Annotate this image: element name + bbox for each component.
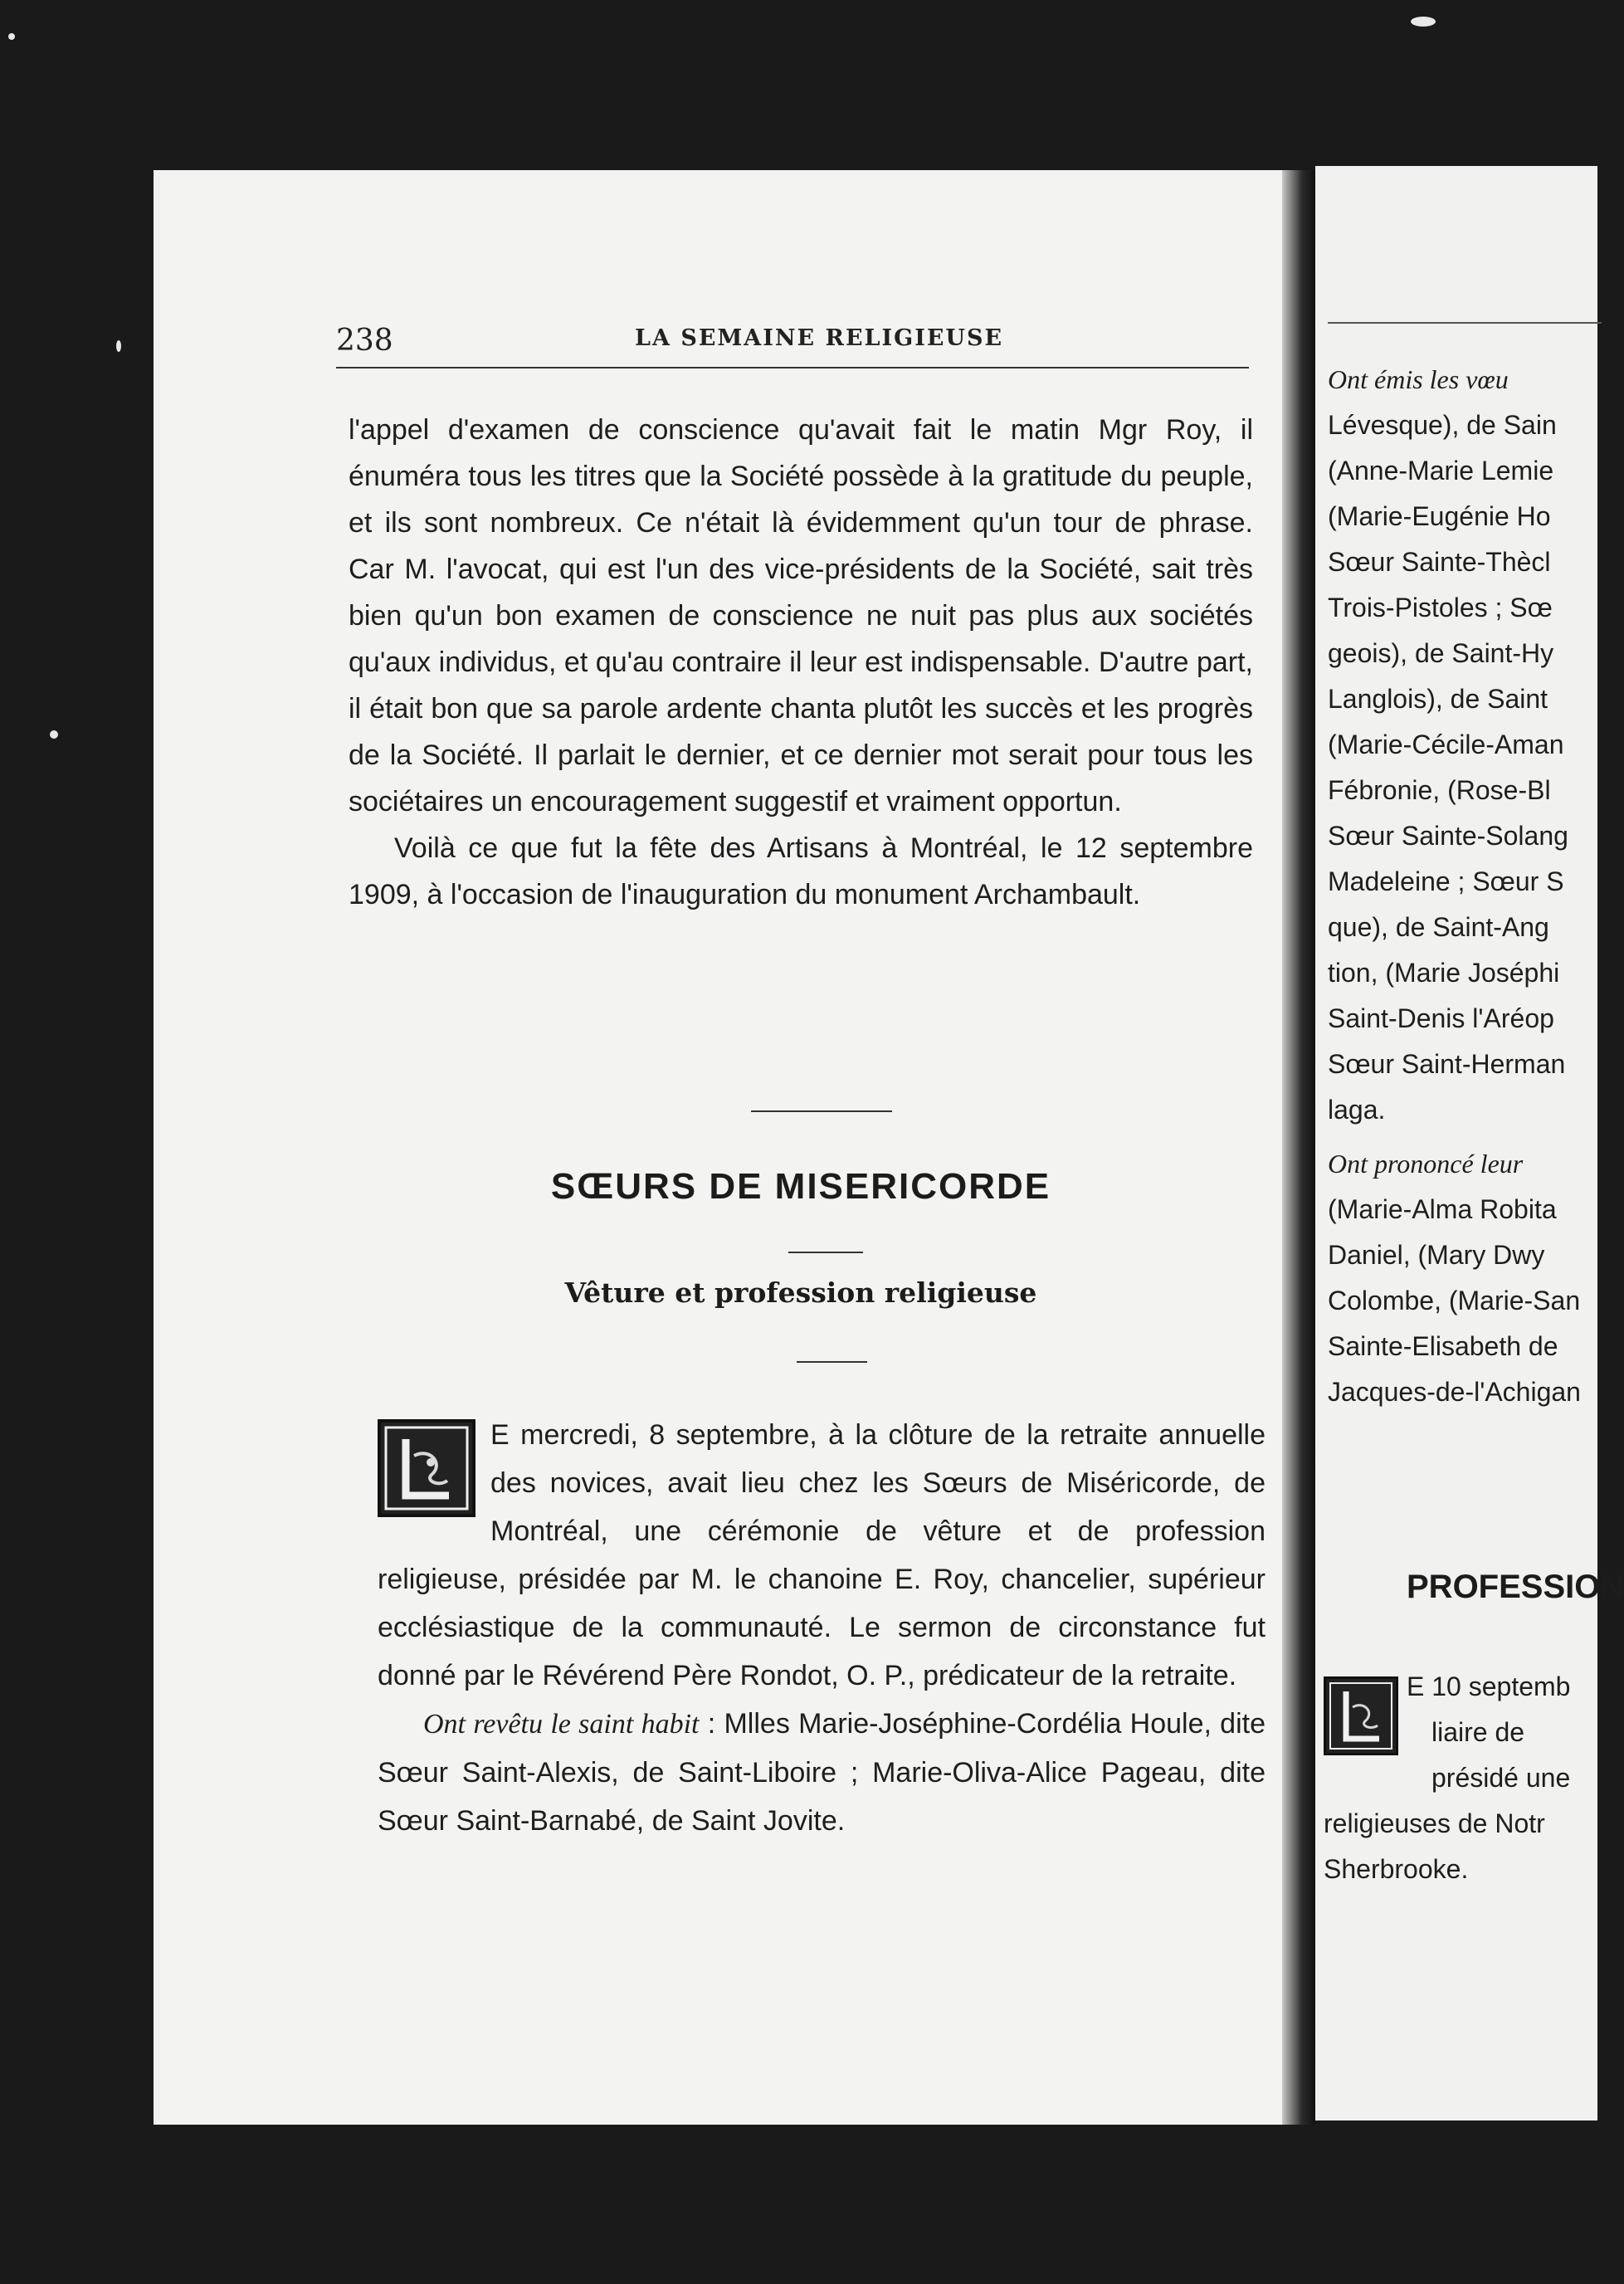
page-number: 238 — [336, 324, 393, 358]
text-line: Ont émis les vœu — [1328, 364, 1509, 394]
text-line: que), de Saint-Ang — [1328, 912, 1549, 942]
text-line: Trois-Pistoles ; Sœ — [1328, 593, 1553, 622]
text-line: Madeleine ; Sœur S — [1328, 866, 1564, 896]
article-body — [378, 1411, 1266, 1845]
right-column-text — [1328, 357, 1593, 1415]
film-speck — [50, 730, 58, 739]
text-line: (Anne-Marie Lemie — [1328, 456, 1554, 486]
text-line: Saint-Denis l'Aréop — [1328, 1003, 1554, 1033]
text-line: Jacques-de-l'Achigan — [1328, 1377, 1581, 1407]
running-title: LA SEMAINE RELIGIEUSE — [635, 325, 1004, 351]
text-line: laga. — [1328, 1095, 1386, 1125]
text-line: Fébronie, (Rose-Bl — [1328, 775, 1551, 805]
text-line: Sœur Saint-Herman — [1328, 1049, 1566, 1079]
paragraph: Voilà ce que fut la fête des Artisans à Montréal, le 12 septembre 1909, à l'occasion de l'inauguration du monument Archambault. — [349, 832, 1253, 910]
article-text: : Mlles Marie-Joséphine-Cordélia Houle, dite Sœur Saint-Alexis, de Saint-Liboire ; Marie-Oliva-Alice Pageau, dite Sœur Saint-Barnabé, de Saint Jovite. — [378, 1708, 1266, 1837]
film-speck — [8, 33, 15, 40]
article-paragraph — [378, 1411, 1266, 1700]
text-line: Langlois), de Saint — [1328, 684, 1548, 714]
text-line: E 10 septemb — [1407, 1672, 1571, 1701]
article-text: E mercredi, 8 septembre, à la clôture de la retraite annuelle des novices, avait lieu chez les Sœurs de Miséricorde, de Montréal, une cérémonie de vêture et de profession religieuse, présidée par M. le chanoine E. Roy, chancelier, supérieur ecclésiastique de la communauté. Le sermon de circonstance fut donné par le Révérend Père Rondot, O. P., prédicateur de la retraite. — [378, 1419, 1266, 1691]
continued-text — [349, 407, 1253, 918]
text-line: Lévesque), de Sain — [1328, 410, 1557, 440]
text-line: Sœur Sainte-Thècl — [1328, 547, 1551, 577]
text-line: Colombe, (Marie-San — [1328, 1286, 1581, 1315]
book-gutter — [1282, 170, 1315, 2125]
right-article-text — [1324, 1664, 1597, 1892]
subtitle-rule — [797, 1361, 867, 1363]
text-line: tion, (Marie Joséphi — [1328, 958, 1560, 988]
text-line: Sherbrooke. — [1324, 1854, 1469, 1884]
text-line: liaire de — [1431, 1717, 1525, 1747]
section-subtitle: Vêture et profession religieuse — [564, 1276, 1037, 1309]
film-speck — [116, 340, 121, 352]
text-line: présidé une — [1431, 1763, 1571, 1793]
text-line: Sœur Sainte-Solang — [1328, 821, 1568, 851]
text-line: geois), de Saint-Hy — [1328, 638, 1554, 668]
section-title: SŒURS DE MISERICORDE — [550, 1166, 1051, 1207]
article-paragraph — [378, 1700, 1266, 1845]
head-rule — [336, 367, 1249, 368]
italic-lead: Ont revêtu le saint habit — [423, 1709, 700, 1740]
text-line: Daniel, (Mary Dwy — [1328, 1240, 1545, 1270]
film-speck — [1411, 17, 1436, 27]
paragraph: l'appel d'examen de conscience qu'avait fait le matin Mgr Roy, il énuméra tous les titres que la Société possède à la gratitude du peuple, et ils sont nombreux. Ce n'était là évidemment qu'un tour de phrase. Car M. l'avocat, qui est l'un des vice-présidents de la Société, sait très bien qu'un bon examen de conscience ne nuit pas plus aux sociétés qu'aux individus, et qu'au contraire il leur est indispensable. D'autre part, il était bon que sa parole ardente chanta plutôt les succès et les progrès de la Société. Il parlait le dernier, et ce dernier mot serait pour tous les sociétaires un encouragement suggestif et vraiment opportun. — [349, 414, 1253, 817]
right-section-title: PROFESSION — [1407, 1569, 1624, 1605]
dropcap-ornament — [378, 1419, 475, 1517]
text-line: Sainte-Elisabeth de — [1328, 1331, 1558, 1361]
title-rule — [788, 1252, 863, 1253]
text-line: (Marie-Cécile-Aman — [1328, 730, 1564, 759]
text-line: (Marie-Alma Robita — [1328, 1194, 1557, 1224]
running-head — [336, 324, 1249, 373]
section-divider — [751, 1110, 892, 1112]
text-line: (Marie-Eugénie Ho — [1328, 501, 1551, 531]
text-line: Ont prononcé leur — [1328, 1149, 1524, 1179]
text-line: religieuses de Notr — [1324, 1808, 1545, 1838]
right-head-rule — [1328, 322, 1602, 324]
